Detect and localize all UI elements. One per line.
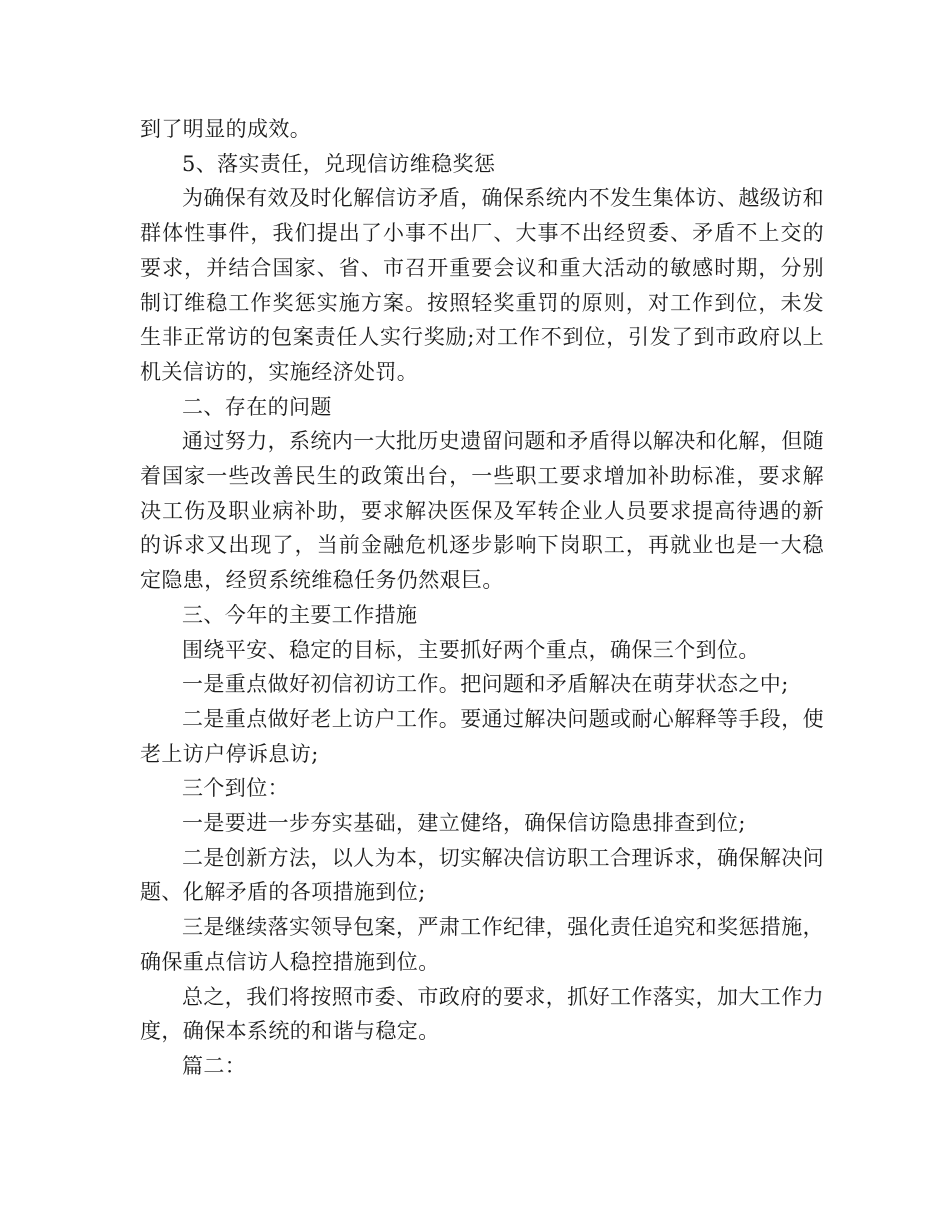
list-item: 二是创新方法，以人为本，切实解决信访职工合理诉求，确保解决问题、化解矛盾的各项措施到位; <box>140 845 824 905</box>
document-body <box>140 112 824 1084</box>
list-item: 一是要进一步夯实基础，建立健络，确保信访隐患排查到位; <box>182 811 746 836</box>
section-heading: 三、今年的主要工作措施 <box>182 602 418 627</box>
list-item: 二是重点做好老上访户工作。要通过解决问题或耐心解释等手段，使老上访户停诉息访; <box>140 706 824 766</box>
section-heading: 5、落实责任，兑现信访维稳奖惩 <box>182 151 496 176</box>
subheading: 三个到位： <box>182 776 289 801</box>
list-item: 一是重点做好初信初访工作。把问题和矛盾解决在萌芽状态之中; <box>182 672 789 697</box>
paragraph: 通过努力，系统内一大批历史遗留问题和矛盾得以解决和化解，但随着国家一些改善民生的政策出台，一些职工要求增加补助标准，要求解决工伤及职业病补助，要求解决医保及军转企业人员要求提高待遇的新的诉求又出现了，当前金融危机逐步影响下岗职工，再就业也是一大稳定隐患，经贸系统维稳任务仍然艰巨。 <box>140 429 824 593</box>
section-heading: 二、存在的问题 <box>182 394 332 419</box>
section-heading: 篇二： <box>182 1053 247 1078</box>
list-item: 三是继续落实领导包案，严肃工作纪律，强化责任追究和奖惩措施，确保重点信访人稳控措施到位。 <box>140 915 824 974</box>
paragraph: 围绕平安、稳定的目标，主要抓好两个重点，确保三个到位。 <box>182 637 760 662</box>
paragraph: 总之，我们将按照市委、市政府的要求，抓好工作落实，加大工作力度，确保本系统的和谐与稳定。 <box>140 984 824 1044</box>
paragraph: 到了明显的成效。 <box>140 117 312 141</box>
paragraph: 为确保有效及时化解信访矛盾，确保系统内不发生集体访、越级访和群体性事件，我们提出了小事不出厂、大事不出经贸委、矛盾不上交的要求，并结合国家、省、市召开重要会议和重大活动的敏感时期，分别制订维稳工作奖惩实施方案。按照轻奖重罚的原则，对工作到位，未发生非正常访的包案责任人实行奖励;对工作不到位，引发了到市政府以上机关信访的，实施经济处罚。 <box>140 186 824 384</box>
